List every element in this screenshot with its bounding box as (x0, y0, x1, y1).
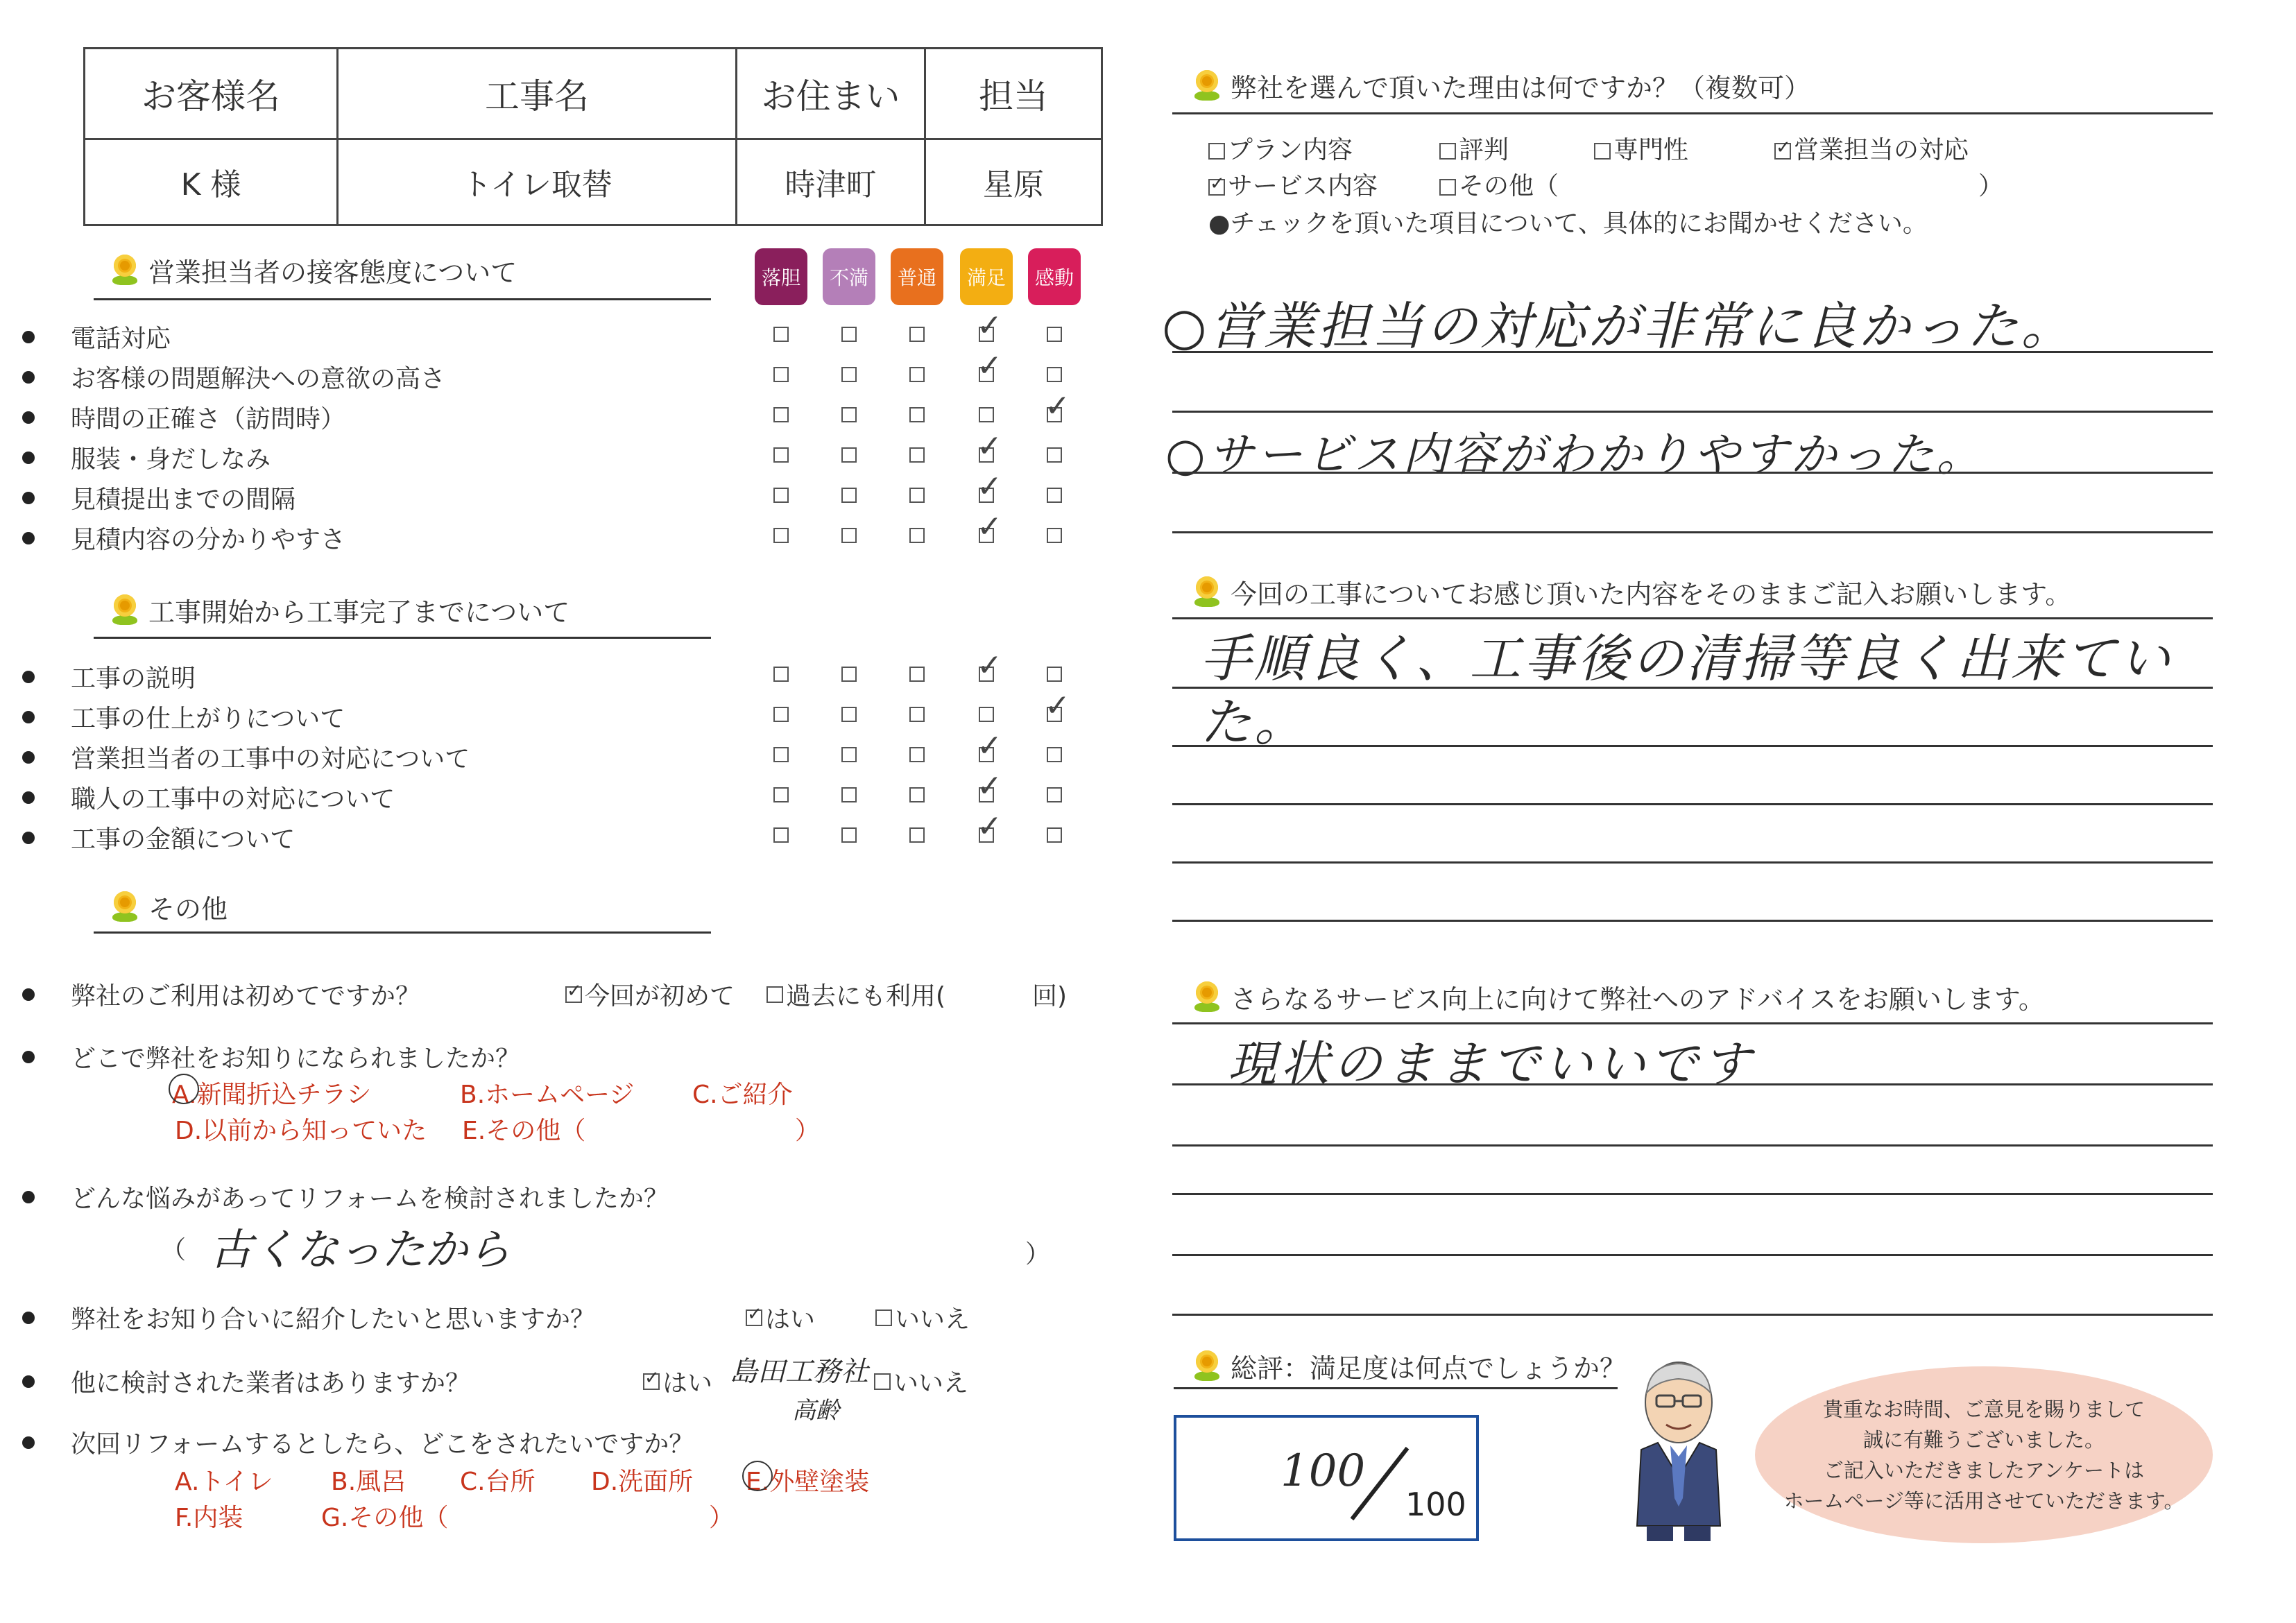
option-label: 専門性 (1613, 136, 1689, 164)
rating-item-label: 工事の説明 (71, 664, 196, 693)
rating-checkbox[interactable] (773, 827, 789, 843)
customer-label-cell (85, 49, 339, 138)
rating-checkbox[interactable] (1047, 488, 1062, 503)
bullet-icon (22, 1375, 35, 1388)
flower-icon (1193, 1350, 1221, 1382)
reason-other-close (1978, 166, 2003, 202)
thanks-text (1755, 1394, 2213, 1516)
option-label: サービス内容 (1228, 172, 1378, 200)
next-option-b[interactable] (331, 1462, 406, 1497)
rating-checkbox[interactable] (1047, 367, 1062, 382)
rating-row (0, 739, 470, 775)
answer-line (1172, 803, 2213, 805)
next-option-d[interactable] (591, 1462, 693, 1497)
option-label: A.トイレ (175, 1468, 273, 1496)
answer-line (1172, 411, 2213, 413)
other-vendor-note (792, 1391, 839, 1425)
option-label: E.外壁塗装 (746, 1468, 870, 1496)
note-text: ●チェックを頂いた項目について、具体的にお聞かせください。 (1208, 209, 1928, 238)
reasons-heading (1193, 67, 1810, 105)
section1-rule (94, 298, 711, 300)
option-label: C.台所 (460, 1468, 536, 1496)
bullet-icon (22, 711, 35, 723)
reason-service[interactable] (1208, 166, 1378, 202)
overall-heading (1193, 1347, 1626, 1385)
bullet-icon (22, 671, 35, 683)
next-option-g[interactable] (321, 1498, 448, 1534)
section2-heading (111, 591, 569, 629)
option-label: はい (662, 1369, 713, 1398)
rating-checkbox[interactable] (773, 407, 789, 422)
address-label: お住まい (761, 76, 900, 117)
rating-checkbox[interactable] (773, 447, 789, 463)
checkbox-icon[interactable] (766, 986, 783, 1003)
rating-checkbox[interactable] (773, 707, 789, 722)
answer-line (1172, 1314, 2213, 1316)
rating-checkbox[interactable] (773, 327, 789, 342)
rating-row (0, 480, 295, 515)
staff-label: 担当 (979, 76, 1048, 117)
bullet-icon (22, 532, 35, 544)
option-label: ） (709, 1504, 735, 1532)
thanks-line: 貴重なお時間、ご意見を賜りまして (1822, 1398, 2145, 1421)
flower-icon (1193, 981, 1221, 1013)
bullet-icon (22, 452, 35, 464)
rating-checkbox[interactable] (909, 367, 925, 382)
rating-item-label: 電話対応 (71, 325, 171, 353)
handwritten-text: 古くなったから (209, 1224, 511, 1275)
rating-checkbox[interactable] (909, 447, 925, 463)
rating-checkbox[interactable] (909, 488, 925, 503)
thanks-line: ご記入いただきましたアンケートは (1823, 1459, 2145, 1482)
question-how-know (0, 1039, 520, 1074)
option-label: C.ご紹介 (692, 1081, 793, 1109)
reason-plan[interactable] (1208, 130, 1353, 166)
flower-icon (111, 255, 139, 286)
recommend-no[interactable] (875, 1300, 970, 1335)
rating-checkbox[interactable] (773, 787, 789, 802)
other-vendors-no[interactable] (874, 1364, 968, 1399)
first-use-option-past[interactable] (766, 977, 945, 1012)
answer-line (1172, 1193, 2213, 1195)
answer-line (1172, 1254, 2213, 1256)
rating-checkbox[interactable] (909, 528, 925, 543)
reason-expertise[interactable] (1594, 130, 1688, 166)
reason-reputation[interactable] (1439, 130, 1509, 166)
source-option-d[interactable] (175, 1111, 427, 1147)
paren: （ (161, 1236, 187, 1264)
rating-checkbox[interactable] (1047, 827, 1062, 843)
question-first-use (0, 977, 420, 1012)
rating-checkbox[interactable] (909, 707, 925, 722)
rating-label: 普通 (897, 266, 936, 289)
section3-title: その他 (148, 894, 228, 925)
option-label: D.以前から知っていた (175, 1117, 427, 1145)
advice-rule (1172, 1022, 2213, 1024)
bullet-icon (22, 791, 35, 804)
rating-item-label: 職人の工事中の対応について (71, 785, 395, 814)
handwritten-text: ○サービス内容がわかりやすかった。 (1165, 428, 1985, 481)
reasons-hand-1 (1162, 286, 2075, 359)
rating-label: 満足 (966, 266, 1006, 289)
rating-checkbox[interactable] (909, 787, 925, 802)
rating-item-label: お客様の問題解決への意欲の高さ (71, 365, 446, 393)
customer-info-table (83, 47, 1103, 226)
rating-checkbox[interactable] (841, 488, 857, 503)
rating-checkbox[interactable] (1047, 667, 1062, 682)
rating-checkbox[interactable] (909, 667, 925, 682)
section1-title: 営業担当者の接客態度について (148, 257, 517, 288)
overall-title: 総評：満足度は何点でしょうか？ (1231, 1353, 1627, 1384)
option-label: B.ホームページ (460, 1081, 635, 1109)
rating-checkbox[interactable] (909, 327, 925, 342)
rating-label: 感動 (1034, 266, 1074, 289)
overall-rule (1174, 1387, 1618, 1389)
work-label-cell (339, 49, 737, 138)
question-text: どこで弊社をお知りになられましたか？ (71, 1045, 521, 1073)
paren: ） (1025, 1240, 1051, 1269)
option-label: その他（ (1459, 172, 1559, 200)
rating-badge-1 (823, 248, 875, 305)
answer-line (1172, 531, 2213, 533)
option-label: B.風呂 (331, 1468, 406, 1496)
flower-icon (111, 594, 139, 626)
rating-checkbox[interactable] (841, 407, 857, 422)
work-value-cell (339, 138, 737, 225)
rating-row (0, 820, 295, 855)
rating-item-label: 服装・身だしなみ (71, 445, 271, 474)
answer-line (1172, 472, 2213, 474)
bullet-icon (22, 411, 35, 424)
option-label: G.その他（ (321, 1504, 449, 1532)
handwritten-text: 島田工務社 (730, 1356, 868, 1388)
question-recommend (0, 1300, 595, 1335)
question-text: 他に検討された業者はありますか？ (71, 1369, 471, 1398)
checkmark-icon: ✓ (977, 429, 1002, 464)
reason-sales-support[interactable] (1774, 130, 1969, 166)
rating-row (0, 780, 395, 815)
question-next-reform (0, 1425, 694, 1460)
option-label: いいえ (893, 1369, 969, 1398)
rating-item-label: 工事の金額について (71, 825, 295, 854)
checkmark-icon: ✓ (1045, 688, 1070, 723)
customer-label: お客様名 (142, 76, 280, 117)
checkbox-checked-icon[interactable] (643, 1373, 660, 1390)
mascot-illustration (1616, 1352, 1741, 1547)
checkmark-icon: ✓ (977, 809, 1002, 844)
reasons-note (1208, 204, 1928, 239)
section3-rule (94, 931, 711, 934)
other-vendors-yes[interactable] (643, 1364, 712, 1399)
impressions-rule (1172, 617, 2213, 619)
rating-badge-3 (960, 248, 1013, 305)
handwritten-text: 高齢 (792, 1397, 839, 1425)
score-box[interactable] (1174, 1415, 1479, 1541)
rating-item-label: 工事の仕上がりについて (71, 705, 345, 733)
circled-mark (742, 1461, 773, 1491)
bullet-icon (22, 832, 35, 844)
work-label: 工事名 (485, 76, 589, 117)
source-option-c[interactable] (692, 1075, 793, 1110)
score-max-text: 100 (1405, 1486, 1466, 1523)
rating-checkbox[interactable] (841, 667, 857, 682)
rating-checkbox[interactable] (909, 407, 925, 422)
reason-other[interactable] (1439, 166, 1559, 202)
question-other-vendors (0, 1364, 470, 1399)
checkbox-icon[interactable] (874, 1373, 891, 1390)
score-max (1405, 1486, 1466, 1523)
handwritten-text: ○営業担当の対応が非常に良かった。 (1162, 297, 2075, 357)
first-use-option-count-end (1032, 977, 1067, 1012)
rating-row (0, 659, 196, 694)
staff-label-cell (926, 49, 1101, 138)
rating-label: 不満 (829, 266, 868, 289)
checkbox-icon[interactable] (1439, 179, 1456, 196)
rating-checkbox[interactable] (841, 528, 857, 543)
question-text: 次回リフォームするとしたら、どこをされたいですか？ (71, 1430, 694, 1459)
answer-line (1172, 1083, 2213, 1085)
option-label: 評判 (1459, 136, 1509, 164)
source-option-b[interactable] (460, 1075, 634, 1110)
rating-row (0, 359, 445, 395)
rating-item-label: 時間の正確さ（訪問時） (71, 405, 346, 433)
bullet-icon (22, 331, 35, 343)
address-label-cell (737, 49, 926, 138)
checkmark-icon: ✓ (977, 509, 1002, 544)
address-value: 時津町 (785, 166, 877, 203)
rating-item-label: 見積提出までの間隔 (71, 486, 296, 514)
checkbox-checked-icon[interactable] (746, 1309, 762, 1326)
rating-checkbox[interactable] (773, 528, 789, 543)
question-text: 弊社のご利用は初めてですか？ (71, 982, 421, 1011)
answer-line (1172, 351, 2213, 353)
reason-answer (209, 1215, 511, 1277)
rating-checkbox[interactable] (841, 447, 857, 463)
option-label: D.洗面所 (591, 1468, 694, 1496)
checkmark-icon: ✓ (977, 728, 1002, 764)
source-option-e-close (795, 1111, 820, 1147)
bullet-icon (22, 988, 35, 1001)
handwritten-score: 100 (1280, 1445, 1366, 1497)
checkmark-icon: ✓ (977, 648, 1002, 683)
answer-line (1172, 745, 2213, 747)
checkmark-icon: ✓ (977, 768, 1002, 804)
first-use-option-yes[interactable] (565, 977, 735, 1012)
answer-line (1172, 920, 2213, 922)
option-label: 回) (1032, 982, 1068, 1011)
next-option-a[interactable] (175, 1462, 273, 1497)
thanks-line: 誠に有難うございました。 (1862, 1428, 2105, 1452)
bullet-icon (22, 1051, 35, 1063)
flower-icon (111, 891, 139, 923)
bullet-icon (22, 1191, 35, 1203)
rating-checkbox[interactable] (979, 407, 994, 422)
bullet-icon (22, 1436, 35, 1449)
bullet-icon (22, 751, 35, 764)
impressions-hand-1 (1200, 627, 2213, 755)
option-label: ） (795, 1117, 821, 1145)
answer-line (1172, 687, 2213, 689)
handwritten-text: 手順良く、工事後の清掃等良く出来ていた。 (1200, 629, 2173, 753)
checkmark-icon: ✓ (977, 308, 1002, 343)
rating-checkbox[interactable] (909, 747, 925, 762)
rating-checkbox[interactable] (1047, 447, 1062, 463)
option-label: 過去にも利用( (786, 982, 946, 1011)
option-label: はい (765, 1305, 816, 1334)
rating-checkbox[interactable] (979, 707, 994, 722)
section3-heading (111, 888, 228, 926)
rating-checkbox[interactable] (1047, 747, 1062, 762)
rating-badge-4 (1028, 248, 1081, 305)
bullet-icon (22, 1312, 35, 1324)
checkmark-icon: ✓ (1045, 388, 1070, 424)
rating-checkbox[interactable] (841, 707, 857, 722)
reasons-title: 弊社を選んで頂いた理由は何ですか？（複数可） (1231, 73, 1811, 103)
rating-checkbox[interactable] (773, 367, 789, 382)
rating-checkbox[interactable] (841, 327, 857, 342)
rating-label: 落胆 (761, 266, 800, 289)
impressions-title: 今回の工事についてお感じ頂いた内容をそのままご記入お願いします。 (1231, 579, 2072, 610)
option-label: プラン内容 (1228, 136, 1353, 164)
checkbox-icon[interactable] (1208, 143, 1225, 160)
question-text: どんな悩みがあってリフォームを検討されましたか？ (71, 1185, 669, 1213)
recommend-yes[interactable] (746, 1300, 815, 1335)
checkmark-icon: ✓ (977, 348, 1002, 384)
section2-rule (94, 637, 711, 639)
rating-row (0, 400, 345, 435)
checkbox-icon[interactable] (875, 1309, 892, 1326)
advice-title: さらなるサービス向上に向けて弊社へのアドバイスをお願いします。 (1231, 984, 2045, 1015)
question-reason (0, 1179, 669, 1214)
circled-mark (169, 1074, 199, 1104)
thanks-line: ホームページ等に活用させていただきます。 (1783, 1489, 2184, 1513)
bullet-icon (22, 371, 35, 384)
reason-open-paren (161, 1230, 186, 1266)
option-label: E.その他（ (462, 1117, 586, 1145)
rating-checkbox[interactable] (841, 787, 857, 802)
rating-row (0, 440, 271, 475)
work-value: トイレ取替 (461, 166, 612, 203)
staff-value-cell (926, 138, 1101, 225)
customer-value: K 様 (180, 166, 241, 203)
next-option-g-close (709, 1498, 734, 1534)
option-label: いいえ (895, 1305, 970, 1334)
bullet-icon (22, 492, 35, 504)
rating-checkbox[interactable] (841, 827, 857, 843)
source-option-e[interactable] (462, 1111, 585, 1147)
impressions-heading (1193, 573, 2071, 611)
other-vendor-answer (730, 1350, 868, 1389)
rating-row (0, 319, 171, 354)
rating-row (0, 699, 345, 735)
flower-icon (1193, 70, 1221, 102)
address-value-cell (737, 138, 926, 225)
handwritten-text: 現状のままでいいです (1228, 1036, 1755, 1092)
checkbox-checked-icon[interactable] (1208, 179, 1225, 196)
next-option-f[interactable] (175, 1498, 243, 1534)
rating-checkbox[interactable] (909, 827, 925, 843)
section1-heading (111, 251, 517, 289)
option-label: 今回が初めて (585, 982, 735, 1011)
score-value (1280, 1445, 1365, 1497)
source-option-a[interactable] (172, 1075, 371, 1110)
option-label: F.内装 (175, 1504, 243, 1532)
rating-checkbox[interactable] (773, 488, 789, 503)
next-option-c[interactable] (460, 1462, 536, 1497)
advice-heading (1193, 978, 2045, 1016)
checkbox-checked-icon[interactable] (1774, 143, 1791, 160)
answer-line (1172, 1144, 2213, 1147)
rating-checkbox[interactable] (1047, 528, 1062, 543)
option-label: 営業担当の対応 (1794, 136, 1969, 164)
rating-checkbox[interactable] (1047, 787, 1062, 802)
checkbox-checked-icon[interactable] (565, 986, 582, 1003)
customer-value-cell (85, 138, 339, 225)
rating-badge-2 (891, 248, 943, 305)
section2-title: 工事開始から工事完了までについて (148, 597, 570, 628)
option-label: A.新聞折込チラシ (172, 1081, 372, 1109)
question-text: 弊社をお知り合いに紹介したいと思いますか？ (71, 1305, 596, 1334)
reasons-rule (1172, 112, 2213, 114)
staff-value: 星原 (983, 166, 1044, 203)
checkmark-icon: ✓ (977, 469, 1002, 504)
rating-checkbox[interactable] (841, 747, 857, 762)
paren: ） (1978, 172, 2004, 200)
rating-checkbox[interactable] (773, 747, 789, 762)
reason-close-paren (1025, 1235, 1050, 1270)
rating-item-label: 営業担当者の工事中の対応について (71, 745, 470, 773)
rating-badge-0 (755, 248, 807, 305)
checkbox-icon[interactable] (1439, 143, 1456, 160)
answer-line (1172, 861, 2213, 864)
rating-checkbox[interactable] (773, 667, 789, 682)
rating-checkbox[interactable] (841, 367, 857, 382)
rating-item-label: 見積内容の分かりやすさ (71, 526, 346, 554)
rating-row (0, 520, 345, 556)
rating-checkbox[interactable] (1047, 327, 1062, 342)
checkbox-icon[interactable] (1594, 143, 1611, 160)
flower-icon (1193, 576, 1221, 608)
